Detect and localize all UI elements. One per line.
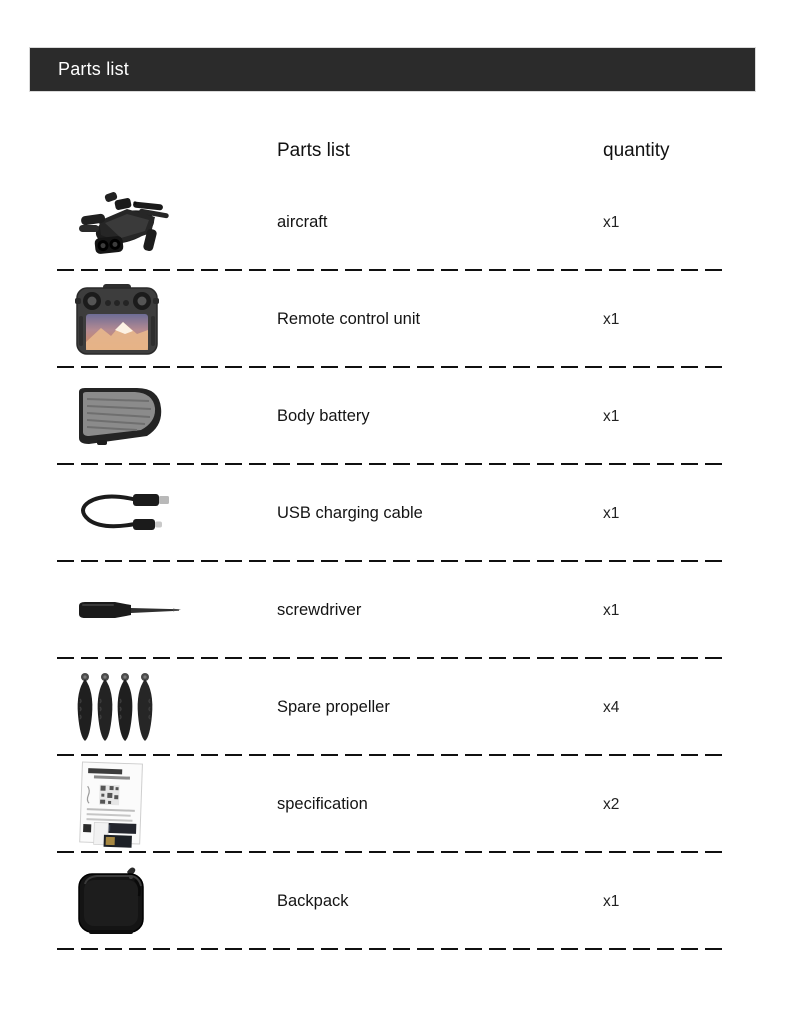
usb-cable-image [75,490,175,538]
part-name: USB charging cable [277,504,423,522]
row-image-cell [57,386,277,448]
part-quantity: x2 [603,795,620,813]
screwdriver-image [75,598,183,624]
part-name: Spare propeller [277,698,390,716]
row-image-cell [57,490,277,538]
aircraft-image [75,181,175,265]
table-row [57,853,728,950]
table-row [57,756,728,853]
table-row [57,174,728,271]
remote-control-image [75,284,159,356]
row-image-cell [57,181,277,265]
specification-image [75,761,147,849]
parts-table [57,128,728,950]
row-image-cell [57,864,277,940]
table-header-row [57,128,728,174]
part-quantity: x4 [603,698,620,716]
part-name: specification [277,795,368,813]
table-row [57,271,728,368]
part-quantity: x1 [603,892,620,910]
spare-propeller-image [75,671,155,745]
header-parts-list: Parts list [277,140,350,161]
part-name: Body battery [277,407,370,425]
part-quantity: x1 [603,310,620,328]
row-image-cell [57,761,277,849]
table-row [57,368,728,465]
section-title-bar [30,48,755,91]
row-image-cell-wrap [57,465,728,562]
part-name: aircraft [277,213,328,231]
backpack-image [75,864,149,940]
part-quantity: x1 [603,213,620,231]
part-quantity: x1 [603,504,620,522]
header-quantity: quantity [603,140,670,161]
body-battery-image [75,386,163,448]
row-image-cell [57,598,277,624]
part-quantity: x1 [603,601,620,619]
row-image-cell [57,671,277,745]
part-name: screwdriver [277,601,362,619]
part-name: Backpack [277,892,349,910]
page-title: Parts list [58,59,130,79]
part-quantity: x1 [603,407,620,425]
row-image-cell [57,284,277,356]
table-row [57,562,728,659]
part-name: Remote control unit [277,310,421,328]
table-row [57,659,728,756]
